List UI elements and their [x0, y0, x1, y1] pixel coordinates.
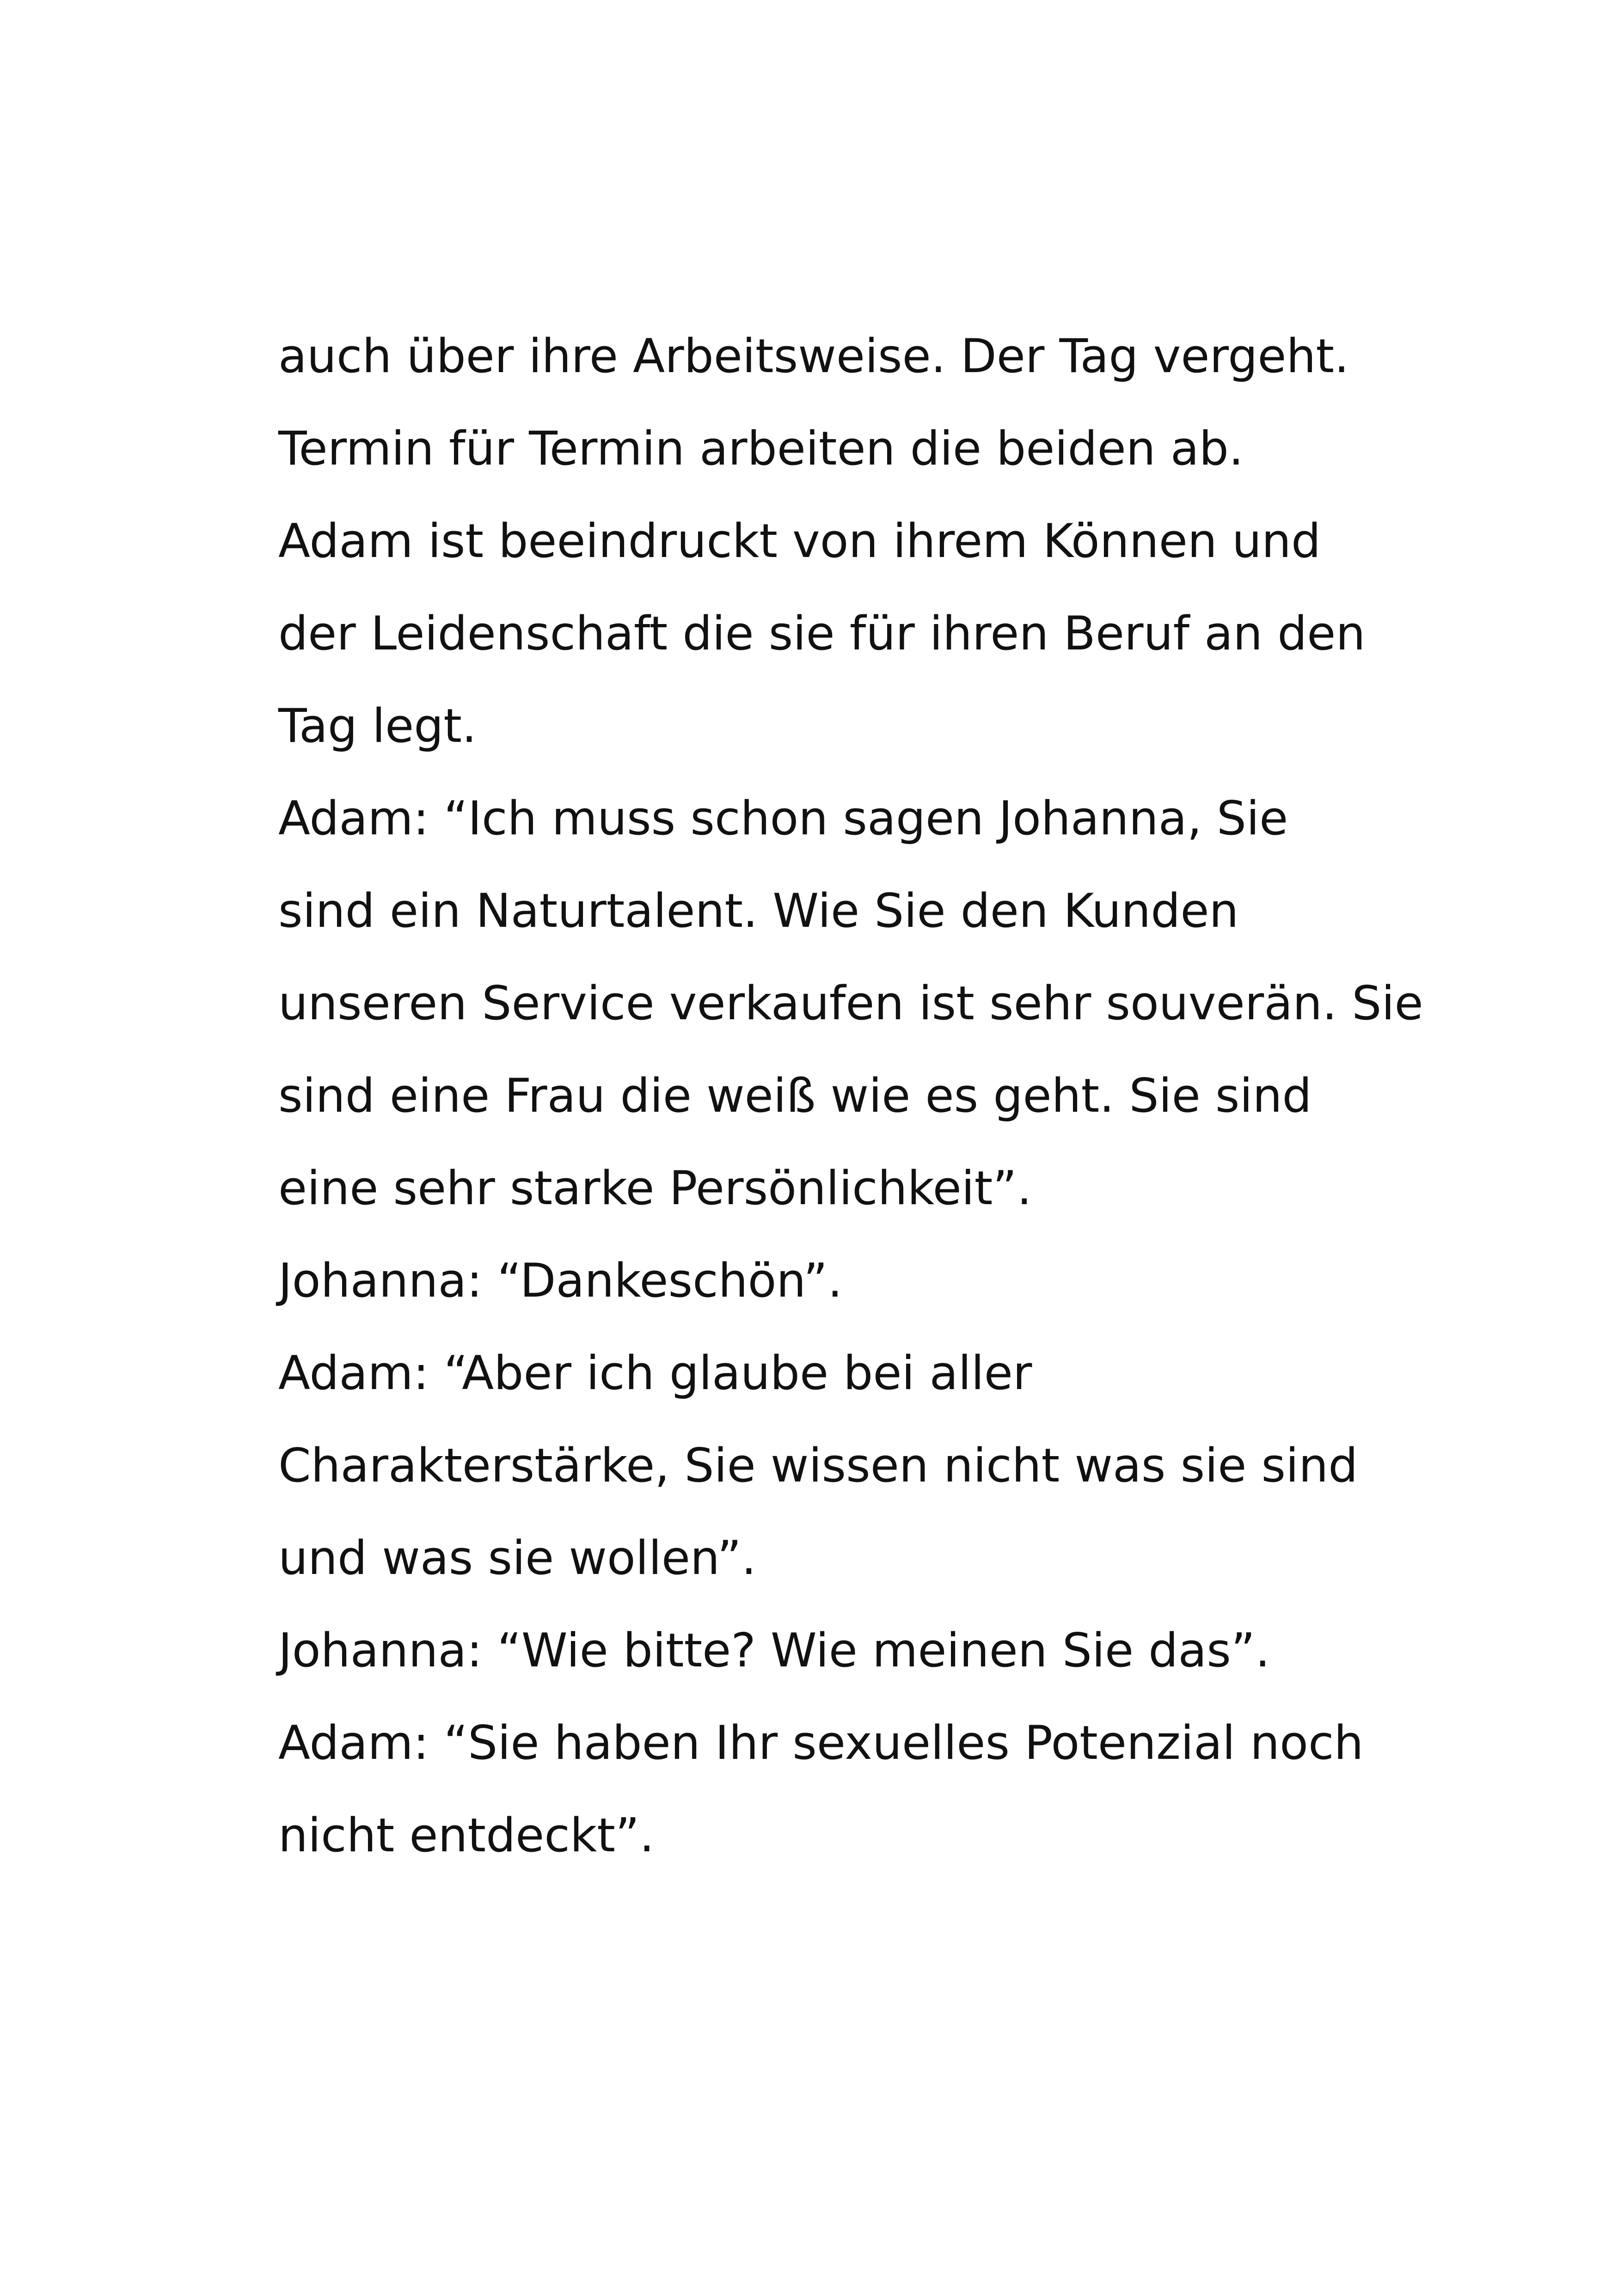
text-line: eine sehr starke Persönlichkeit”.	[278, 1161, 1032, 1215]
text-line: Charakterstärke, Sie wissen nicht was sie sind	[278, 1438, 1358, 1493]
text-line: Adam: “Aber ich glaube bei aller	[278, 1346, 1032, 1400]
text-line: der Leidenschaft die sie für ihren Beruf an den	[278, 606, 1366, 661]
text-line: Adam: “Ich muss schon sagen Johanna, Sie	[278, 791, 1288, 845]
text-line: Termin für Termin arbeiten die beiden ab.	[278, 421, 1244, 476]
text-line: Adam ist beeindruckt von ihrem Können und	[278, 514, 1321, 568]
text-line: Adam: “Sie haben Ihr sexuelles Potenzial noch	[278, 1715, 1364, 1770]
text-line: nicht entdeckt”.	[278, 1808, 655, 1862]
text-line: sind ein Naturtalent. Wie Sie den Kunden	[278, 883, 1239, 938]
text-line: auch über ihre Arbeitsweise. Der Tag vergeht.	[278, 329, 1349, 383]
text-line: Johanna: “Wie bitte? Wie meinen Sie das”.	[278, 1623, 1270, 1678]
text-line: sind eine Frau die weiß wie es geht. Sie sind	[278, 1068, 1312, 1123]
body-text	[278, 310, 1423, 1881]
text-line: Johanna: “Dankeschön”.	[278, 1253, 843, 1308]
text-line: und was sie wollen”.	[278, 1531, 756, 1585]
text-line: Tag legt.	[278, 698, 477, 753]
text-line: unseren Service verkaufen ist sehr souverän. Sie	[278, 976, 1423, 1030]
